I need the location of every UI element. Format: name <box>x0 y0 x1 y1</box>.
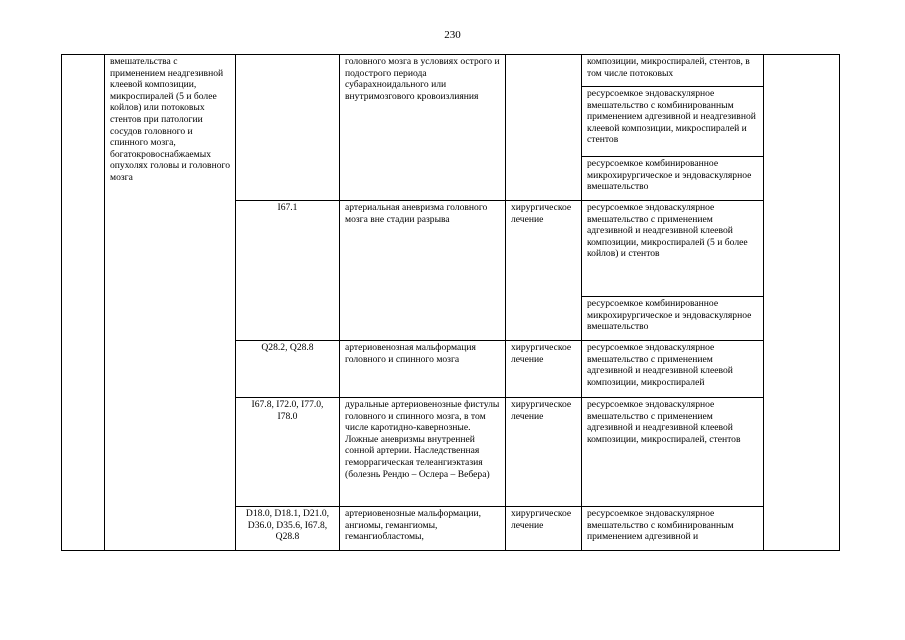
diagnosis-cell: дуральные артериовенозные фистулы головного и спинного мозга, в том числе каротидно-кавернозные. Ложные аневризмы внутренней сонной артерии. Наследственная геморрагическая телеангиэктазия (болезнь Рендю – Ослера – Вебера) <box>340 398 506 507</box>
medical-procedures-table <box>61 54 840 551</box>
code-cell: D18.0, D18.1, D21.0, D36.0, D35.6, I67.8, Q28.8 <box>236 507 340 551</box>
diagnosis-cell: артериовенозные мальформации, ангиомы, гемангиомы, гемангиобластомы, <box>340 507 506 551</box>
code-cell: I67.1 <box>236 201 340 341</box>
intervention-cell: вмешательства с применением неадгезивной клеевой композиции, микроспиралей (5 и более койлов) или потоковых стентов при патологии сосудов головного и спинного мозга, богатокровоснабжаемых опухолях головы и головного мозга <box>105 55 236 551</box>
page-number: 230 <box>444 29 461 41</box>
method-cell: ресурсоемкое эндоваскулярное вмешательство с применением адгезивной и неадгезивной клеевой композиции, микроспиралей <box>582 341 764 398</box>
code-cell: Q28.2, Q28.8 <box>236 341 340 398</box>
treatment-cell: хирургическое лечение <box>506 201 582 341</box>
treatment-cell: хирургическое лечение <box>506 341 582 398</box>
treatment-cell <box>506 55 582 201</box>
method-cell: ресурсоемкое комбинированное микрохирургическое и эндоваскулярное вмешательство <box>582 297 764 341</box>
treatment-cell: хирургическое лечение <box>506 398 582 507</box>
method-cell: ресурсоемкое эндоваскулярное вмешательство с комбинированным применением адгезивной и неадгезивной клеевой композиции, микроспиралей и стентов <box>582 87 764 157</box>
method-cell: ресурсоемкое эндоваскулярное вмешательство с применением адгезивной и неадгезивной клеевой композиции, микроспиралей, стентов <box>582 398 764 507</box>
method-cell: ресурсоемкое эндоваскулярное вмешательство с применением адгезивной и неадгезивной клеевой композиции, микроспиралей (5 и более койлов) и стентов <box>582 201 764 297</box>
row-number-cell <box>62 55 105 551</box>
treatment-cell: хирургическое лечение <box>506 507 582 551</box>
code-cell <box>236 55 340 201</box>
diagnosis-cell: головного мозга в условиях острого и подострого периода субарахноидального или внутримозгового кровоизлияния <box>340 55 506 201</box>
code-cell: I67.8, I72.0, I77.0, I78.0 <box>236 398 340 507</box>
table-row <box>62 55 840 87</box>
diagnosis-cell: артериальная аневризма головного мозга вне стадии разрыва <box>340 201 506 341</box>
method-cell: композиции, микроспиралей, стентов, в том числе потоковых <box>582 55 764 87</box>
method-cell: ресурсоемкое комбинированное микрохирургическое и эндоваскулярное вмешательство <box>582 157 764 201</box>
diagnosis-cell: артериовенозная мальформация головного и спинного мозга <box>340 341 506 398</box>
empty-cell <box>764 55 840 551</box>
method-cell: ресурсоемкое эндоваскулярное вмешательство с комбинированным применением адгезивной и <box>582 507 764 551</box>
